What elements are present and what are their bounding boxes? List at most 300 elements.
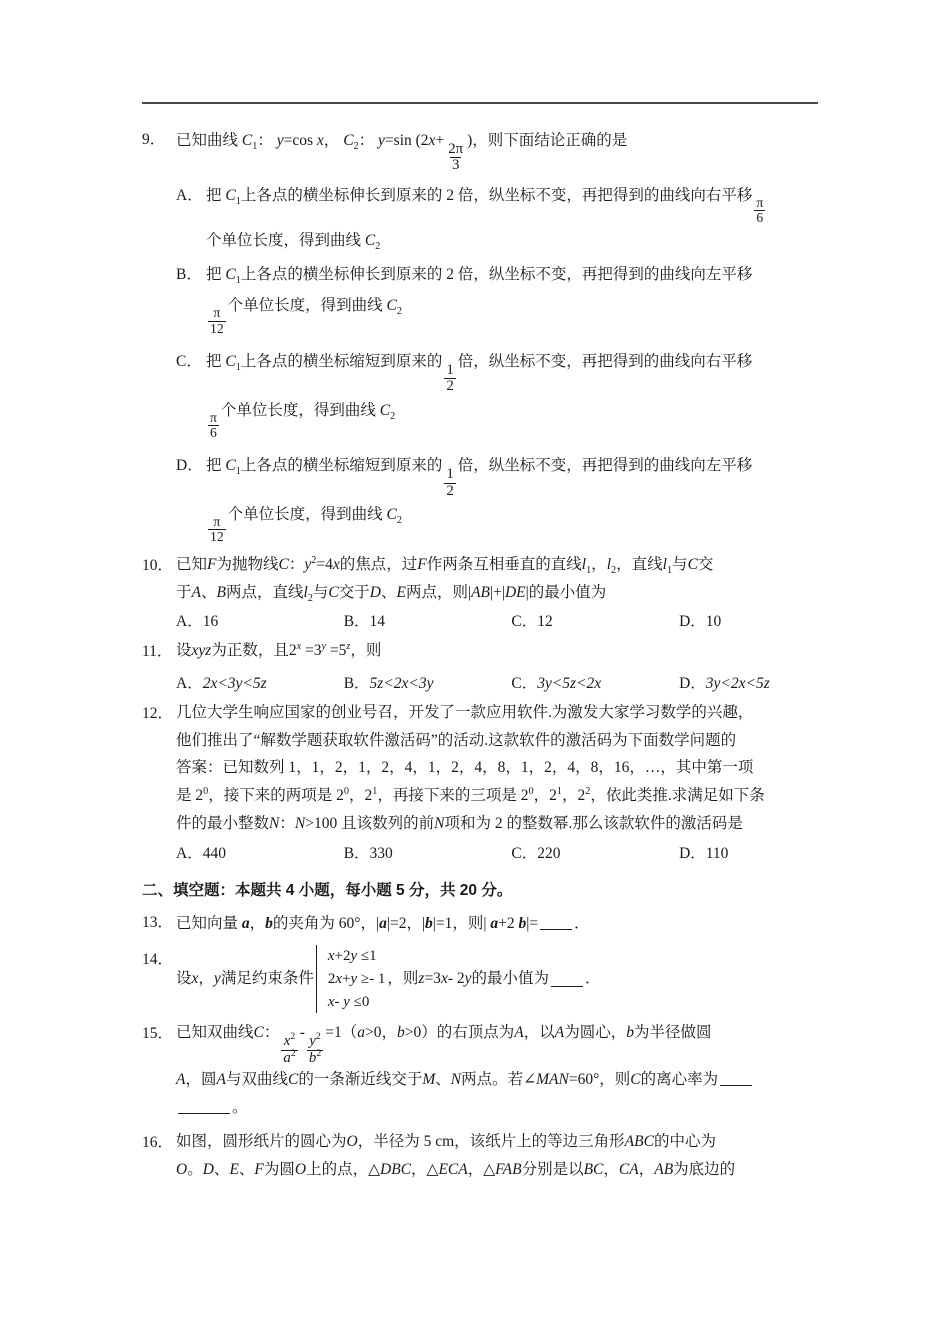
q16-u2: 、: [213, 1161, 230, 1179]
q9c-c: C: [225, 352, 236, 370]
page-content: [142, 125, 822, 1184]
q16-u4: 为圆: [263, 1161, 295, 1179]
question-11: [142, 637, 822, 667]
q15-f2-b-sup: 2: [316, 1047, 322, 1059]
q9-colon2: ：: [358, 132, 375, 149]
q14-eq1-tail: ≤1: [357, 948, 377, 965]
q14-eq1-x: x: [327, 948, 335, 965]
question-15-line3: [176, 1094, 822, 1122]
q12-s5: ，2: [533, 787, 557, 805]
q10-choice-c[interactable]: C．12: [511, 613, 553, 631]
q9-colon1: ：: [257, 132, 273, 149]
q11-choice-d-label: D．: [679, 674, 706, 692]
q9b-c-sub: 1: [235, 275, 241, 287]
q12-sup2: 0: [343, 786, 349, 798]
q16-u9: ，: [603, 1161, 619, 1179]
q10-l3-sub: 1: [666, 564, 673, 576]
q14-eq3-m: -: [334, 993, 344, 1010]
q9-option-b-line2: [206, 290, 822, 335]
section-2-heading: 二、填空题：本题共 4 小题，每小题 5 分，共 20 分。: [142, 882, 513, 900]
q12-v3: >100 且该数列的前: [305, 815, 435, 833]
q15-answer-blank-part1[interactable]: [720, 1071, 752, 1087]
q10-C: C: [278, 555, 289, 573]
q9d-fraction-1-2: [444, 467, 455, 499]
q11-b3: 5: [338, 642, 347, 660]
question-13-number: 13．: [142, 914, 174, 932]
q15-A2: A: [554, 1024, 565, 1042]
q9-option-d-label: D．: [176, 457, 203, 475]
q15-u5: 两点。若∠: [461, 1071, 537, 1089]
q10-t3: ：: [288, 555, 305, 573]
q10-y: y: [304, 555, 312, 573]
question-12-line3: 答案：已知数列 1，1，2，1，2，4，1，2，4，8，1，2，4，8，16，…，其中第一项: [176, 759, 754, 777]
q10-C2: C: [687, 555, 698, 573]
q15-A4: A: [216, 1071, 226, 1089]
q15-u6: =60°，则: [568, 1071, 631, 1089]
q12-choice-a[interactable]: A．440: [176, 845, 226, 863]
q13-t6: +2: [498, 915, 515, 933]
q10-t7: ，: [591, 555, 607, 573]
question-10-line1: [176, 551, 822, 579]
q14-t4: =3: [424, 970, 441, 988]
q11-choice-b-expr: 5z<2x<3y: [369, 674, 434, 692]
q9-option-a-line2: [206, 225, 822, 256]
q9c-c-sub: 1: [235, 361, 241, 373]
q12-s7: ，依此类推.求满足如下条: [590, 787, 765, 805]
q14-t1: 设: [176, 970, 192, 988]
q11-e1: x: [296, 641, 302, 653]
q11-choice-a-label: A．: [176, 674, 203, 692]
q15-t3: =1（: [325, 1024, 358, 1042]
q9d-tail-c: C: [386, 506, 397, 524]
q10-F2: F: [417, 555, 427, 573]
question-12-line1: 几位大学生响应国家的创业号召，开发了一款应用软件.为激发大家学习数学的兴趣，: [176, 703, 754, 721]
q9a-tail: 个单位长度，得到曲线: [206, 232, 362, 250]
q10-u8: |+|: [490, 583, 505, 601]
q9-frac-num: 2π: [448, 140, 464, 157]
q15-f1-a-sup: 2: [290, 1047, 296, 1059]
q12-v2: ：: [279, 815, 295, 833]
q15-MAN: MAN: [536, 1071, 569, 1089]
q11-b1: 2: [288, 642, 297, 660]
q14-eq1-r: +2: [334, 948, 351, 965]
q14-eq2-y: y: [350, 970, 358, 987]
q16-D: D: [202, 1161, 214, 1179]
q10-t6: 作两条互相垂直的直线: [426, 555, 582, 573]
question-12-line2: 他们推出了“解数学题获取软件激活码”的活动.这款软件的激活码为下面数学问题的: [176, 731, 737, 749]
question-11-number: 11．: [142, 643, 173, 661]
q13-t1: 已知向量: [176, 915, 239, 933]
q11-exponential-equation: $2^x =3^y =5^z$: [288, 641, 351, 660]
q15-b3: b: [626, 1024, 634, 1042]
question-14-number: 14．: [142, 951, 174, 969]
q15-u7: 的离心率为: [640, 1071, 719, 1089]
q9-option-a-label: A．: [176, 186, 203, 204]
q10-u2: 、: [200, 583, 217, 601]
q16-CA: CA: [618, 1161, 639, 1179]
q15-C: C: [253, 1024, 264, 1042]
q9-stem-text: 已知曲线: [176, 132, 239, 149]
q10-l3: l: [662, 555, 667, 573]
q10-u6: 、: [380, 583, 397, 601]
q9a-tail-c-sub: 2: [375, 241, 381, 253]
q15-u1: ，圆: [185, 1071, 217, 1089]
q14-t6: 的最小值为: [471, 970, 550, 988]
q9d-frac-num: π: [213, 513, 221, 529]
q9-plus: +: [435, 132, 445, 149]
q9-x: x: [316, 132, 324, 149]
q14-eq3-y: y: [343, 993, 350, 1010]
q15-fraction-x2-a2: [281, 1031, 297, 1066]
q15-t5: >0）的右顶点为: [404, 1024, 515, 1042]
q15-minus: -: [299, 1024, 305, 1042]
q15-f2-b: b: [308, 1049, 317, 1066]
q13-vector-b1: b: [265, 915, 273, 933]
question-10: [142, 551, 822, 607]
q13-t3: 的夹角为 60°，|: [272, 915, 380, 933]
q16-ECA: ECA: [438, 1161, 468, 1179]
q15-C2: C: [287, 1071, 299, 1089]
header-divider-rule: [142, 102, 818, 104]
q10-t8: ，直线: [616, 555, 663, 573]
q9-option-b-line1: [206, 259, 822, 290]
q12-s6: ，2: [562, 787, 586, 805]
q9b-tail-c-sub: 2: [396, 306, 402, 318]
q13-vector-b3: b: [518, 915, 527, 933]
q9-comma: ，: [323, 132, 340, 149]
q16-t1: 如图，圆形纸片的圆心为: [176, 1133, 347, 1151]
q12-s3: ，2: [349, 787, 373, 805]
q10-t10: 交: [697, 555, 714, 573]
q10-l1: l: [581, 555, 587, 573]
question-14-stem: [176, 945, 822, 1013]
q15-M: M: [422, 1071, 436, 1089]
q10-DE: DE: [504, 583, 526, 601]
q10-B: B: [216, 583, 226, 601]
q16-ABC: ABC: [624, 1133, 654, 1151]
q10-F: F: [207, 555, 217, 573]
q9c-fraction-pi-6: [208, 411, 219, 441]
q15-A: A: [514, 1024, 524, 1042]
question-10-choices: [176, 606, 822, 637]
question-9-option-b[interactable]: [176, 259, 822, 335]
q10-l2: l: [606, 555, 611, 573]
q14-eq2-p: 2: [327, 970, 336, 987]
q9-y1: y: [276, 132, 284, 149]
q12-sup3: 1: [372, 786, 378, 798]
q11-choice-a[interactable]: [176, 668, 344, 699]
q9b-mid: 上各点的横坐标伸长到原来的 2 倍，纵坐标不变，再把得到的曲线向左平移: [240, 266, 753, 284]
q10-u1: 于: [176, 583, 192, 601]
q9-option-d-line2: [206, 499, 822, 544]
q9-option-a-line1: [206, 180, 822, 225]
q10-l4-sub: 2: [307, 592, 313, 604]
q9-option-b-label: B．: [176, 266, 202, 284]
q13-t7: |=: [526, 915, 539, 933]
q11-choice-d[interactable]: [679, 668, 822, 699]
q15-t1: 已知双曲线: [176, 1024, 254, 1042]
q12-choice-d[interactable]: D．110: [679, 845, 729, 863]
question-12-number: 12．: [142, 704, 174, 722]
question-11-stem: [176, 637, 822, 665]
question-13-stem: [176, 908, 822, 939]
q15-f1-a: a: [283, 1049, 291, 1066]
q16-O: O: [346, 1133, 358, 1151]
q14-eq2-m: +: [342, 970, 351, 987]
q10-choice-d[interactable]: D．10: [679, 613, 722, 631]
q15-t2: ：: [263, 1024, 280, 1042]
q12-v1: 件的最小整数: [176, 815, 270, 833]
q14-comma: ，: [198, 970, 214, 988]
q16-BC: BC: [583, 1161, 604, 1179]
q14-answer-blank[interactable]: [551, 971, 583, 987]
q14-eq3-tail: ≤0: [349, 993, 370, 1010]
q9c-tail: 个单位长度，得到曲线: [220, 401, 376, 419]
q16-t2: ，半径为 5 cm，该纸片上的等边三角形: [357, 1133, 625, 1151]
question-9-option-d[interactable]: [176, 450, 822, 544]
q13-vector-a2: a: [379, 915, 387, 933]
q9d-mid-a: 上各点的横坐标缩短到原来的: [240, 457, 443, 475]
q14-system-brace: [316, 945, 323, 1013]
q9b-frac-num: π: [213, 305, 221, 321]
q11-xyz: xyz: [191, 642, 212, 660]
q15-fraction-y2-b2: [307, 1031, 323, 1066]
question-12-choices: [176, 838, 822, 869]
q12-choice-b[interactable]: B．330: [343, 845, 393, 863]
q10-t4: =4: [316, 555, 333, 573]
q16-F: F: [254, 1161, 264, 1179]
q16-u7: ，△: [467, 1161, 496, 1179]
q16-u11: 为底边的: [673, 1161, 736, 1179]
q12-sup4: 0: [528, 786, 534, 798]
q14-t2: 满足约束条件: [220, 970, 314, 988]
q9-sin: =sin (2: [384, 132, 429, 149]
q15-f2-y-sup: 2: [315, 1031, 321, 1043]
q10-t5: 的焦点，过: [339, 555, 418, 573]
q15-f1-x: x: [283, 1033, 291, 1050]
q9-y2: y: [378, 132, 385, 149]
q13-vector-a3: a: [490, 915, 499, 933]
q10-D: D: [369, 583, 381, 601]
q14-eq1-y: y: [350, 948, 358, 965]
q14-z: z: [418, 970, 425, 988]
q12-s1: 是 2: [176, 787, 204, 805]
q9a-fraction-pi-6: [754, 196, 765, 226]
question-12: [142, 699, 822, 838]
q9-frac-den: 3: [451, 157, 460, 174]
q14-x2: x: [440, 970, 448, 988]
question-10-number: 10．: [142, 556, 174, 574]
q15-t8: 为半径做圆: [633, 1024, 712, 1042]
q10-E: E: [396, 583, 406, 601]
q12-N1: N: [269, 815, 280, 833]
q10-u3: 两点，直线: [225, 583, 304, 601]
q15-t7: 为圆心，: [564, 1024, 627, 1042]
q11-choice-c-expr: 3y<5z<2x: [537, 674, 602, 692]
q9-cos: =cos: [283, 132, 317, 149]
q13-t2: ，: [249, 915, 266, 933]
question-9-option-a[interactable]: [176, 180, 822, 256]
q15-a2: a: [357, 1024, 365, 1042]
question-16-line2: [176, 1156, 822, 1184]
question-11-choices: [176, 668, 822, 699]
q14-t7: ．: [585, 970, 601, 988]
question-15: [142, 1019, 822, 1122]
q10-A: A: [191, 583, 201, 601]
q9d-mid-b: 倍，纵坐标不变，再把得到的曲线向左平移: [457, 457, 753, 475]
q12-s2: ，接下来的两项是 2: [208, 787, 344, 805]
q13-vector-b2: b: [425, 915, 433, 933]
q12-choice-c[interactable]: C．220: [511, 845, 561, 863]
q12-s4: ，再接下来的三项是 2: [377, 787, 529, 805]
q9c-inner-num: 1: [446, 361, 454, 378]
q11-choice-d-expr: 3y<2x<5z: [705, 674, 770, 692]
q15-t6: ，以: [523, 1024, 555, 1042]
q9b-pre: 把: [206, 266, 222, 284]
q9b-c: C: [225, 266, 236, 284]
q16-AB: AB: [654, 1161, 674, 1179]
q10-l1-sub: 1: [586, 564, 592, 576]
q9c-inner-den: 2: [446, 378, 454, 395]
q15-f2-y: y: [309, 1033, 316, 1050]
q13-t5: |=1，则|: [432, 915, 487, 933]
question-9: [142, 125, 822, 174]
q9-c2: C: [343, 132, 354, 149]
q10-t2: 为抛物线: [216, 555, 279, 573]
q10-l4: l: [303, 583, 308, 601]
q10-choice-b[interactable]: B．14: [343, 613, 386, 631]
question-15-number: 15．: [142, 1025, 174, 1043]
q10-t1: 已知: [176, 555, 208, 573]
q15-N: N: [450, 1071, 462, 1089]
q9d-inner-num: 1: [446, 465, 454, 482]
q9-fraction-2pi-3: [446, 142, 465, 174]
q9a-mid: 上各点的横坐标伸长到原来的 2 倍，纵坐标不变，再把得到的曲线向右平移: [240, 186, 753, 204]
q15-f2-den: [307, 1047, 323, 1067]
q15-u4: 、: [435, 1071, 451, 1089]
q9a-frac-den: 6: [756, 210, 764, 226]
q14-x: x: [191, 970, 199, 988]
q9c-pre: 把: [206, 352, 222, 370]
q10-choice-a[interactable]: A．16: [176, 613, 219, 631]
q9d-inner-den: 2: [446, 482, 454, 499]
q9d-tail-c-sub: 2: [396, 515, 402, 527]
q10-l2-sub: 2: [611, 564, 617, 576]
question-10-line2: [176, 579, 822, 607]
q14-eq3: [328, 991, 386, 1014]
q9c-tail-c-sub: 2: [390, 410, 396, 422]
q9d-c: C: [225, 457, 236, 475]
q9a-tail-c: C: [364, 232, 376, 250]
q9-x2: x: [428, 132, 436, 149]
q12-N2: N: [294, 815, 306, 833]
q9b-frac-den: 12: [210, 320, 224, 336]
q11-choice-c[interactable]: [511, 668, 679, 699]
q9d-c-sub: 1: [235, 466, 241, 478]
q10-t9: 与: [672, 555, 688, 573]
q9d-fraction-pi-12: [208, 515, 226, 545]
q9-c2-sub: 2: [353, 141, 359, 153]
q9a-frac-num: π: [756, 194, 764, 210]
question-15-line2: [176, 1066, 822, 1094]
q11-choice-c-label: C．: [511, 674, 538, 692]
q9a-c: C: [225, 186, 236, 204]
q9-c1-sub: 1: [252, 141, 258, 153]
q14-y: y: [213, 970, 221, 988]
q15-t4: >0，: [364, 1024, 397, 1042]
q15-C3: C: [630, 1071, 641, 1089]
q9c-fraction-1-2: [444, 363, 455, 395]
q16-FAB: FAB: [495, 1161, 522, 1179]
q11-choice-a-expr: 2x<3y<5z: [202, 674, 267, 692]
question-13: [142, 908, 822, 939]
q15-f1-den: [281, 1047, 297, 1067]
q9d-tail: 个单位长度，得到曲线: [227, 506, 383, 524]
q10-u7: 两点，则|: [405, 583, 472, 601]
q10-u4: 与: [312, 583, 329, 601]
q9b-tail-c: C: [386, 297, 397, 315]
q9-option-d-line1: [206, 450, 822, 499]
question-9-stem: [176, 125, 822, 174]
q11-choice-b-label: B．: [343, 674, 370, 692]
q9b-tail: 个单位长度，得到曲线: [227, 297, 383, 315]
q14-eq3-x: x: [327, 993, 335, 1010]
q12-sup5: 1: [556, 786, 562, 798]
q16-t3: 的中心为: [653, 1133, 716, 1151]
q14-t3: ，则: [387, 970, 419, 988]
q9d-frac-den: 12: [210, 529, 224, 545]
q16-u3: 、: [238, 1161, 255, 1179]
q15-answer-blank-part2[interactable]: [178, 1098, 230, 1114]
q16-DBC: DBC: [380, 1161, 412, 1179]
q9b-fraction-pi-12: [208, 306, 226, 336]
q15-tail: 。: [232, 1099, 248, 1117]
question-9-option-c[interactable]: [176, 346, 822, 440]
q16-E: E: [229, 1161, 239, 1179]
q14-constraint-system: [316, 945, 386, 1013]
q14-eq2: [328, 968, 386, 991]
q9c-mid-b: 倍，纵坐标不变，再把得到的曲线向右平移: [457, 352, 753, 370]
q11-e3: z: [346, 641, 351, 653]
q13-vector-a1: a: [241, 915, 250, 933]
q13-answer-blank[interactable]: [540, 914, 572, 930]
q14-eq2-tail: ≥- 1: [357, 970, 386, 987]
q11-b2: 3: [313, 642, 322, 660]
q11-e2: y: [321, 641, 327, 653]
question-12-line5: [176, 810, 822, 838]
q9d-pre: 把: [206, 457, 222, 475]
question-16-line1: [176, 1128, 822, 1156]
question-9-number: 9．: [142, 131, 166, 148]
q9-c1: C: [241, 132, 253, 149]
q9-option-c-line1: [206, 346, 822, 395]
q9-stem-tail: )，则下面结论正确的是: [467, 132, 628, 149]
q15-A3: A: [176, 1071, 186, 1089]
q15-u3: 的一条渐近线交于: [298, 1071, 423, 1089]
q12-sup1: 0: [203, 786, 209, 798]
q10-u5: 交于: [338, 583, 370, 601]
q14-eq1: [328, 945, 386, 968]
q16-u5: 上的点，△: [306, 1161, 381, 1179]
q13-t8: ．: [574, 915, 590, 933]
q11-t3: ，则: [350, 642, 382, 660]
q14-y2: y: [464, 970, 472, 988]
q10-x: x: [332, 555, 340, 573]
q11-choice-b[interactable]: [344, 668, 512, 699]
q16-u8: 分别是以: [521, 1161, 584, 1179]
q9c-frac-den: 6: [210, 424, 217, 440]
q9a-c-sub: 1: [235, 196, 241, 208]
